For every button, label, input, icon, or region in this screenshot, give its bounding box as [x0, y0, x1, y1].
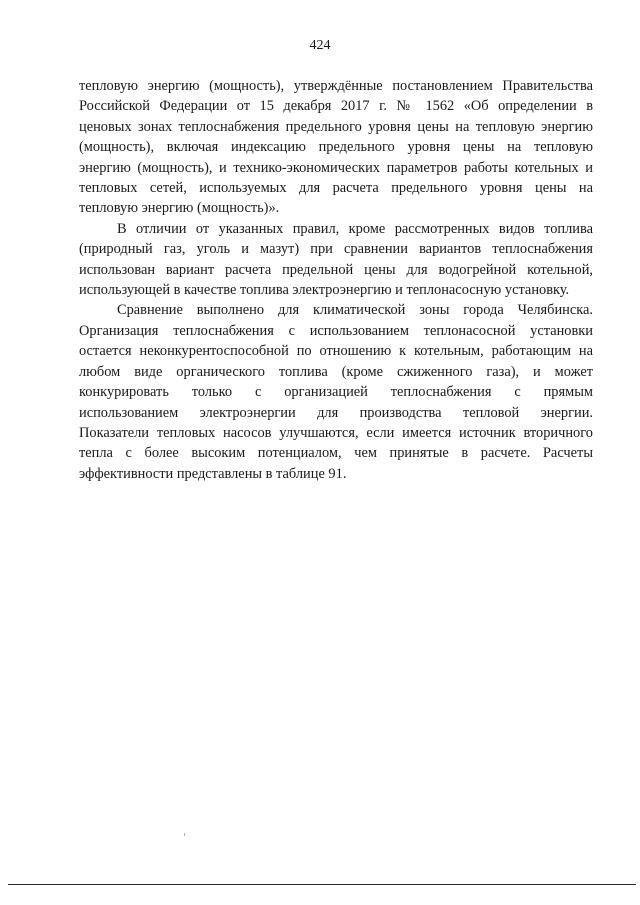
text-line: тепловую энергию (мощность), утверждённые постановлением Правительства	[79, 78, 593, 94]
text-line: Российской Федерации от 15 декабря 2017 г. № 1562 «Об определении в	[79, 98, 593, 115]
text-line: конкурировать только с организацией теплоснабжения с прямым	[79, 384, 593, 401]
text-line: энергию (мощность), и технико-экономических параметров работы котельных и	[79, 159, 593, 176]
paragraph-2	[79, 219, 593, 301]
text-line: использованием электроэнергии для производства тепловой энергии.	[79, 404, 593, 421]
scan-speck	[184, 833, 185, 836]
text-line: использован вариант расчета предельной цены для водогрейной котельной,	[79, 261, 593, 278]
footer-rule	[8, 884, 636, 885]
text-line: использующей в качестве топлива электроэнергию и теплонасосную установку.	[79, 282, 570, 299]
document-body	[79, 76, 593, 484]
page-number: 424	[309, 38, 331, 53]
text-line: любом виде органического топлива (кроме сжиженного газа), и может	[79, 363, 593, 380]
text-line: (мощность), включая индексацию предельного уровня цены на тепловую	[79, 139, 593, 156]
text-line: Сравнение выполнено для климатической зоны города Челябинска.	[117, 302, 593, 319]
paragraph-1	[79, 76, 593, 219]
text-line: тепла с более высоким потенциалом, чем принятые в расчете. Расчеты	[79, 445, 593, 462]
paragraph-3	[79, 300, 593, 484]
text-line: тепловую энергию (мощность)».	[79, 200, 280, 217]
text-line: (природный газ, уголь и мазут) при сравнении вариантов теплоснабжения	[79, 241, 593, 258]
text-line: тепловых сетей, используемых для расчета предельного уровня цены на	[79, 180, 593, 197]
text-line: эффективности представлены в таблице 91.	[79, 465, 347, 482]
text-line: ценовых зонах теплоснабжения предельного уровня цены на тепловую энергию	[79, 118, 593, 135]
text-line: Организация теплоснабжения с использованием теплонасосной установки	[79, 322, 593, 339]
text-line: В отличии от указанных правил, кроме рассмотренных видов топлива	[117, 220, 593, 237]
text-line: Показатели тепловых насосов улучшаются, если имеется источник вторичного	[79, 424, 593, 441]
text-line: остается неконкурентоспособной по отношению к котельным, работающим на	[79, 343, 593, 360]
